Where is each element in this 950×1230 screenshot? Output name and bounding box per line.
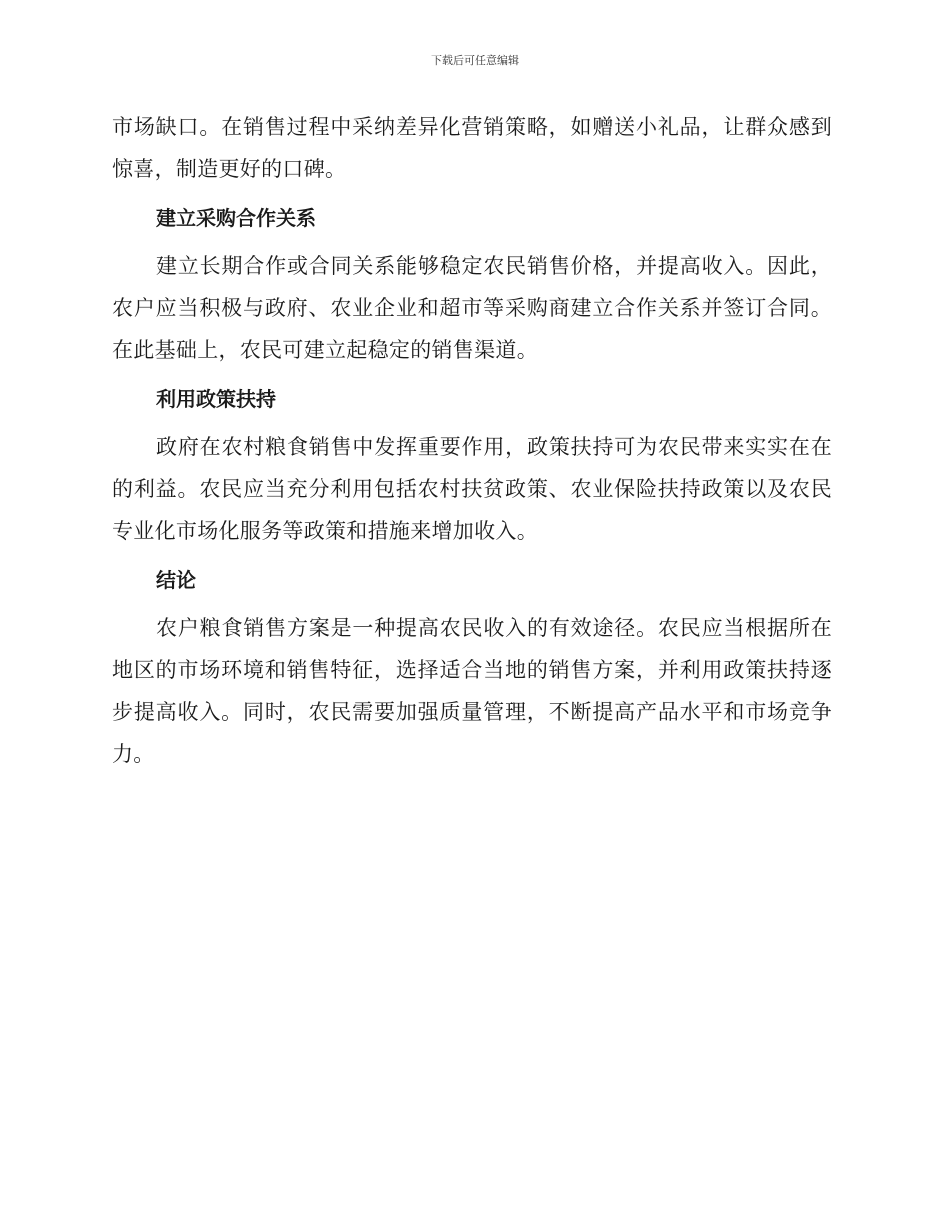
paragraph-policy-support: 政府在农村粮食销售中发挥重要作用，政策扶持可为农民带来实实在在的利益。农民应当充分利用包括农村扶贫政策、农业保险扶持政策以及农民专业化市场化服务等政策和措施来增加收入。 bbox=[112, 435, 832, 543]
heading-policy-support: 利用政策扶持 bbox=[156, 387, 276, 411]
document-body bbox=[112, 106, 832, 775]
page-header: 下载后可任意编辑 bbox=[431, 54, 519, 67]
heading-procurement-partnership: 建立采购合作关系 bbox=[156, 206, 316, 230]
paragraph-procurement-partnership: 建立长期合作或合同关系能够稳定农民销售价格，并提高收入。因此，农户应当积极与政府、农业企业和超市等采购商建立合作关系并签订合同。在此基础上，农民可建立起稳定的销售渠道。 bbox=[112, 254, 832, 362]
paragraph-conclusion: 农户粮食销售方案是一种提高农民收入的有效途径。农民应当根据所在地区的市场环境和销售特征，选择适合当地的销售方案，并利用政策扶持逐步提高收入。同时，农民需要加强质量管理，不断提高产品水平和市场竞争力。 bbox=[112, 616, 832, 766]
paragraph-market-gap: 市场缺口。在销售过程中采纳差异化营销策略，如赠送小礼品，让群众感到惊喜，制造更好的口碑。 bbox=[112, 115, 832, 181]
heading-conclusion: 结论 bbox=[156, 568, 196, 592]
